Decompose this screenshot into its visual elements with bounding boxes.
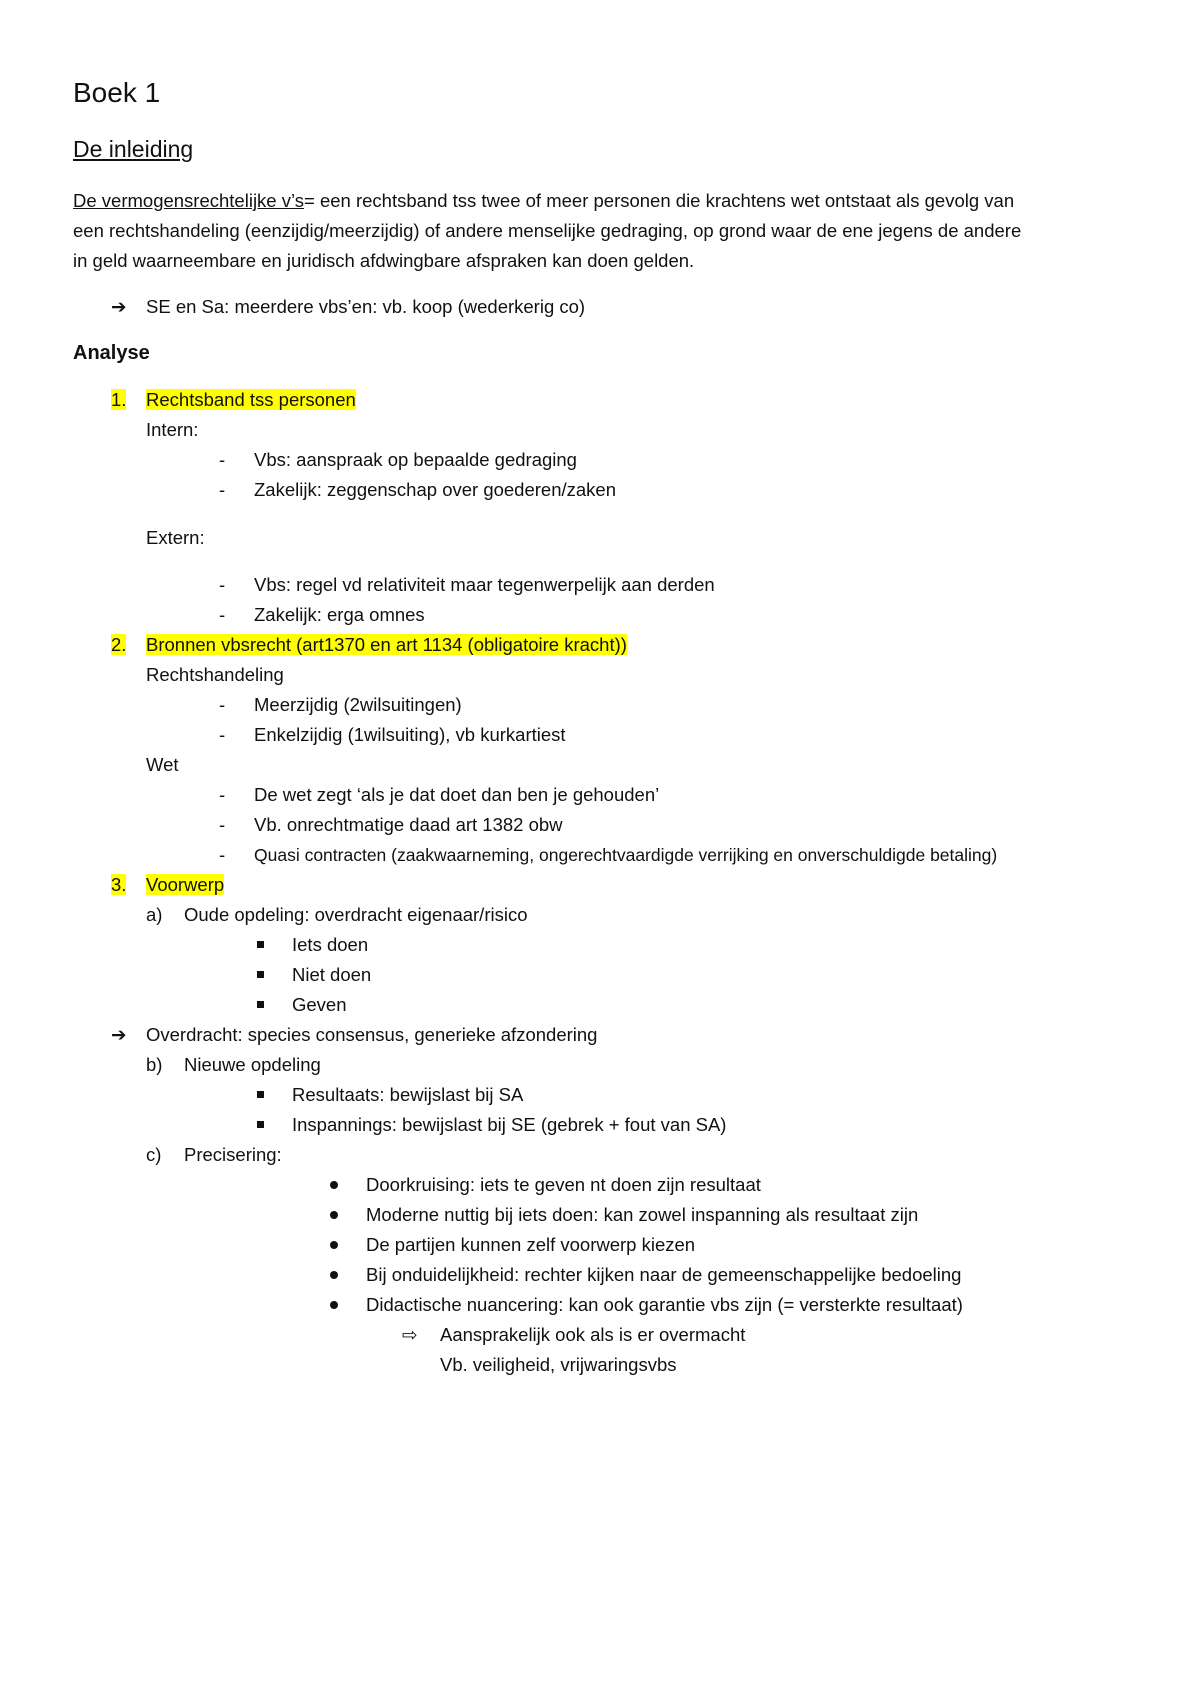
square-bullet-icon: [257, 963, 264, 987]
list-item: Zakelijk: zeggenschap over goederen/zaken: [254, 479, 617, 500]
definition-line-1: [73, 189, 1014, 213]
dash-icon: -: [219, 694, 226, 715]
list-item: Iets doen: [292, 934, 369, 955]
sublist-marker: c): [146, 1144, 162, 1165]
dash-icon: -: [219, 604, 226, 625]
definition-text: = een rechtsband tss twee of meer personen die krachtens wet ontstaat als gevolg van: [304, 190, 1015, 211]
list-number: 1.: [111, 389, 127, 410]
bullet-icon: [330, 1293, 338, 1317]
section-1-title: Rechtsband tss personen: [146, 389, 356, 410]
list-item: Didactische nuancering: kan ook garantie vbs zijn (= versterkte resultaat): [366, 1294, 963, 1315]
dash-icon: -: [219, 784, 226, 805]
list-item: De partijen kunnen zelf voorwerp kiezen: [366, 1234, 696, 1255]
list-item: Niet doen: [292, 964, 372, 985]
square-bullet-icon: [257, 1113, 264, 1137]
wet-label: Wet: [146, 754, 179, 775]
list-item: Vbs: regel vd relativiteit maar tegenwerpelijk aan derden: [254, 574, 715, 595]
intern-label: Intern:: [146, 419, 199, 440]
section-3-title: Voorwerp: [146, 874, 225, 895]
square-bullet-icon: [257, 993, 264, 1017]
square-bullet-icon: [257, 933, 264, 957]
list-item: Bij onduidelijkheid: rechter kijken naar de gemeenschappelijke bedoeling: [366, 1264, 962, 1285]
list-item: Meerzijdig (2wilsuitingen): [254, 694, 462, 715]
dash-icon: -: [219, 479, 226, 500]
list-item: Geven: [292, 994, 347, 1015]
list-item: Vb. onrechtmatige daad art 1382 obw: [254, 814, 563, 835]
sub-note-line-2: Vb. veiligheid, vrijwaringsvbs: [440, 1354, 677, 1375]
list-item: De wet zegt ‘als je dat doet dan ben je gehouden’: [254, 784, 660, 805]
definition-term: De vermogensrechtelijke v’s: [73, 190, 305, 211]
dash-icon: -: [219, 449, 226, 470]
sublist-label: Nieuwe opdeling: [184, 1054, 321, 1075]
sublist-marker: b): [146, 1054, 163, 1075]
sublist-marker: a): [146, 904, 163, 925]
page-title: Boek 1: [73, 77, 161, 108]
extern-label: Extern:: [146, 527, 205, 548]
sublist-label: Precisering:: [184, 1144, 282, 1165]
dash-icon: -: [219, 814, 226, 835]
list-item: Inspannings: bewijslast bij SE (gebrek + fout van SA): [292, 1114, 727, 1135]
definition-line-3: in geld waarneembare en juridisch afdwingbare afspraken kan doen gelden.: [73, 250, 695, 271]
bullet-icon: [330, 1173, 338, 1197]
list-item: Enkelzijdig (1wilsuiting), vb kurkartiest: [254, 724, 566, 745]
bullet-icon: [330, 1233, 338, 1257]
list-item: Resultaats: bewijslast bij SA: [292, 1084, 524, 1105]
analyse-heading: Analyse: [73, 342, 150, 364]
bullet-icon: [330, 1263, 338, 1287]
list-item: Quasi contracten (zaakwaarneming, ongerechtvaardigde verrijking en onverschuldigde betaling): [254, 845, 998, 865]
list-number: 2.: [111, 634, 127, 655]
list-item: Moderne nuttig bij iets doen: kan zowel inspanning als resultaat zijn: [366, 1204, 919, 1225]
dash-icon: -: [219, 724, 226, 745]
overdracht-line: Overdracht: species consensus, generieke afzondering: [146, 1024, 598, 1045]
note-line: SE en Sa: meerdere vbs’en: vb. koop (wederkerig co): [146, 296, 586, 317]
bullet-icon: [330, 1203, 338, 1227]
sublist-label: Oude opdeling: overdracht eigenaar/risico: [184, 904, 528, 925]
section-2-title: Bronnen vbsrecht (art1370 en art 1134 (obligatoire kracht)): [146, 634, 627, 655]
list-item: Vbs: aanspraak op bepaalde gedraging: [254, 449, 577, 470]
arrow-icon: ➔: [111, 1024, 127, 1045]
list-item: Doorkruising: iets te geven nt doen zijn resultaat: [366, 1174, 761, 1195]
sub-note-line-1: Aansprakelijk ook als is er overmacht: [440, 1324, 746, 1345]
list-number: 3.: [111, 874, 127, 895]
hollow-arrow-icon: ⇨: [402, 1324, 418, 1345]
dash-icon: -: [219, 844, 226, 865]
rechtshandeling-label: Rechtshandeling: [146, 664, 284, 685]
square-bullet-icon: [257, 1083, 264, 1107]
section-heading: De inleiding: [73, 136, 194, 162]
dash-icon: -: [219, 574, 226, 595]
list-item: Zakelijk: erga omnes: [254, 604, 425, 625]
definition-line-2: een rechtshandeling (eenzijdig/meerzijdig) of andere menselijke gedraging, op grond waar de ene jegens de andere: [73, 220, 1022, 241]
arrow-icon: ➔: [111, 296, 127, 317]
